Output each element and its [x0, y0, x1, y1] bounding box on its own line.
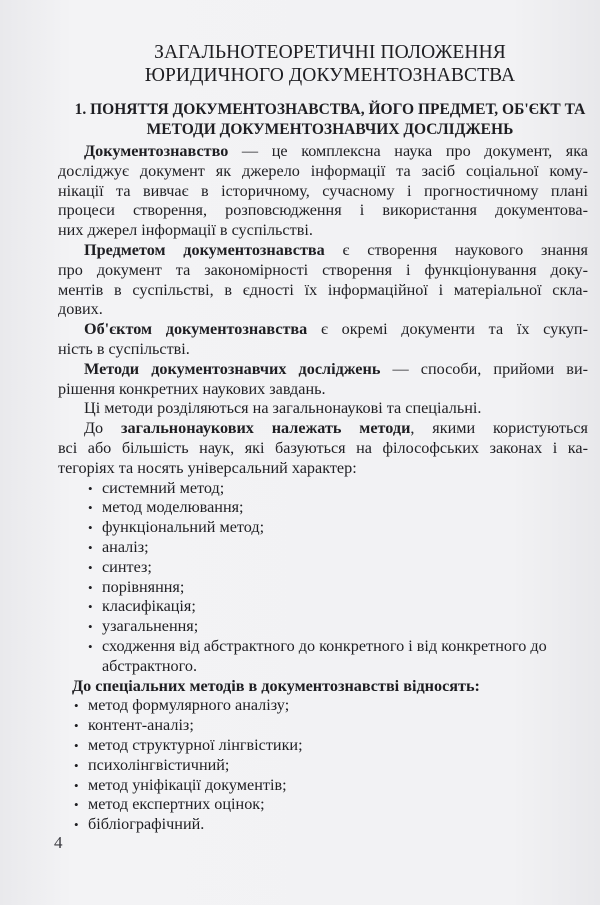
list-item: • сходження від абстрактного до конкретного і від конкретного до: [88, 637, 588, 657]
list-item: • аналіз;: [88, 538, 588, 558]
term-general-methods: загальнонаукових належать методи: [120, 419, 411, 438]
chapter-title-line-2: ЮРИДИЧНОГО ДОКУМЕНТОЗНАВСТВА: [144, 65, 516, 86]
term-subject: Предметом документознавства: [84, 240, 325, 259]
list-item: • бібліографічний.: [74, 815, 588, 835]
chapter-title: [0, 41, 600, 87]
paragraph-object: Об'єктом документознавства є окремі документи та їх сукуп- ність в суспільстві.: [58, 320, 588, 358]
page-number: 4: [54, 833, 63, 852]
paragraph-methods-division: Ці методи розділяються на загальнонаукові та спеціальні.: [84, 399, 482, 418]
body-text: [58, 142, 588, 835]
paragraph-documentology-definition: Документознавство — це комплексна наука про документ, яка досліджує документ як джерело інформації та засіб соціальної кому- нікації та вивчає в історичному, сучасному і прогностичному плані процеси створення, розповсюдження і використання документова- них джерел інформації в суспільстві.: [58, 142, 588, 240]
list-item: • метод структурної лінгвістики;: [74, 736, 588, 756]
general-methods-list: [58, 479, 588, 657]
list-item: • метод моделювання;: [88, 498, 588, 518]
list-item: • узагальнення;: [88, 617, 588, 637]
list-item: • синтез;: [88, 558, 588, 578]
paragraph-methods: Методи документознавчих досліджень — способи, прийоми ви- рішення конкретних наукових завдань.: [58, 359, 588, 398]
chapter-title-line-1: ЗАГАЛЬНОТЕОРЕТИЧНІ ПОЛОЖЕННЯ: [154, 42, 506, 63]
term-methods: Методи документознавчих досліджень: [84, 359, 381, 378]
list-item: • метод уніфікації документів;: [74, 776, 588, 796]
term-object: Об'єктом документознавства: [84, 320, 308, 339]
list-item: • функціональний метод;: [88, 518, 588, 538]
section-title-line-1: 1. ПОНЯТТЯ ДОКУМЕНТОЗНАВСТВА, ЙОГО ПРЕДМЕТ, ОБ'ЄКТ ТА: [74, 101, 586, 118]
list-item: • психолінгвістичний;: [74, 756, 588, 776]
term-documentology: Документознавство: [84, 142, 229, 160]
list-item: • контент-аналіз;: [74, 716, 588, 736]
list-item-continuation: абстрактного.: [102, 656, 198, 675]
special-methods-heading: До спеціальних методів в документознавстві відносять:: [72, 676, 480, 695]
special-methods-list: [58, 696, 588, 835]
list-item: • класифікація;: [88, 597, 588, 617]
paragraph-subject: Предметом документознавства є створення наукового знання про документ та закономірності створення і функціонування доку- ментів в суспільстві, в єдності їх інформаційної і матеріальної скла- дових.: [58, 240, 588, 319]
list-item: • метод формулярного аналізу;: [74, 696, 588, 716]
list-item: • порівняння;: [88, 578, 588, 598]
list-item: • метод експертних оцінок;: [74, 795, 588, 815]
section-title: [60, 100, 600, 140]
section-title-line-2: МЕТОДИ ДОКУМЕНТОЗНАВЧИХ ДОСЛІДЖЕНЬ: [146, 121, 514, 138]
paragraph-general-methods: До загальнонаукових належать методи, якими користуються всі або більшість наук, які базуються на філософських законах і ка- тегоріях та носять універсальний характер:: [58, 419, 588, 477]
list-item: • системний метод;: [88, 479, 588, 499]
